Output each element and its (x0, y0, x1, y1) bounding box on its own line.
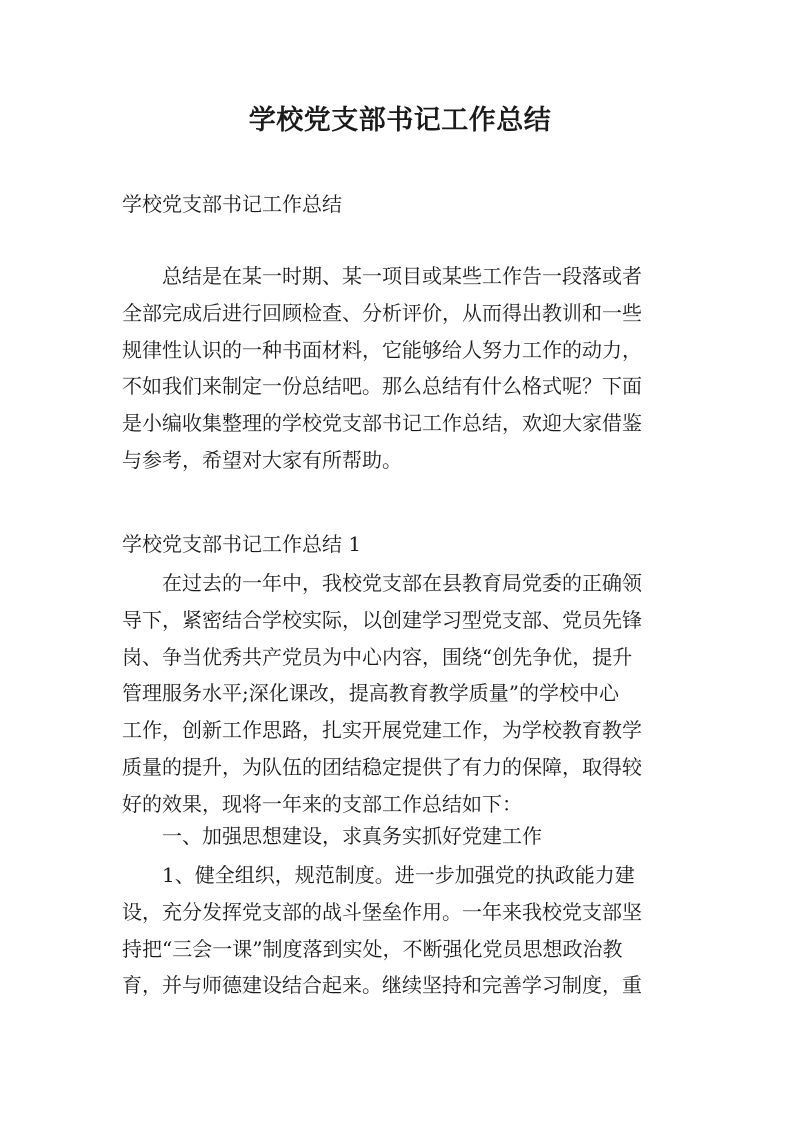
section-line: 在过去的一年中，我校党支部在县教育局党委的正确领 (162, 571, 642, 595)
intro-line: 规律性认识的一种书面材料，它能够给人努力工作的动力， (122, 337, 642, 362)
item-paragraph (122, 857, 682, 1004)
intro-paragraph (122, 258, 682, 479)
document-title: 学校党支部书记工作总结 (248, 105, 552, 136)
item-line: 育，并与师德建设结合起来。继续坚持和完善学习制度，重 (122, 973, 642, 998)
section-line: 好的效果，现将一年来的支部工作总结如下： (122, 791, 522, 816)
intro-line: 全部完成后进行回顾检查、分析评价，从而得出教训和一些 (122, 300, 642, 325)
document-subtitle: 学校党支部书记工作总结 (122, 192, 342, 216)
section-line: 管理服务水平;深化课改，提高教育教学质量”的学校中心 (122, 681, 619, 706)
intro-line: 是小编收集整理的学校党支部书记工作总结，欢迎大家借鉴 (122, 411, 642, 436)
section-line: 工作，创新工作思路，扎实开展党建工作，为学校教育教学 (122, 718, 642, 743)
item-line: 1、健全组织，规范制度。进一步加强党的执政能力建 (162, 863, 635, 887)
intro-line: 不如我们来制定一份总结吧。那么总结有什么格式呢？下面 (122, 374, 642, 399)
section-line: 质量的提升，为队伍的团结稳定提供了有力的保障，取得较 (122, 754, 642, 779)
intro-line: 与参考，希望对大家有所帮助。 (122, 447, 402, 472)
section-paragraph (122, 565, 682, 823)
section-line: 岗、争当优秀共产党员为中心内容，围绕“创先争优，提升 (122, 644, 633, 669)
item-line: 设，充分发挥党支部的战斗堡垒作用。一年来我校党支部坚 (122, 899, 642, 924)
heading-1: 一、加强思想建设，求真务实抓好党建工作 (162, 824, 542, 848)
section-line: 导下，紧密结合学校实际，以创建学习型党支部、党员先锋 (122, 607, 642, 632)
section-title: 学校党支部书记工作总结 1 (122, 532, 362, 556)
intro-line: 总结是在某一时期、某一项目或某些工作告一段落或者 (162, 264, 642, 288)
item-line: 持把“三会一课”制度落到实处，不断强化党员思想政治教 (122, 936, 623, 961)
